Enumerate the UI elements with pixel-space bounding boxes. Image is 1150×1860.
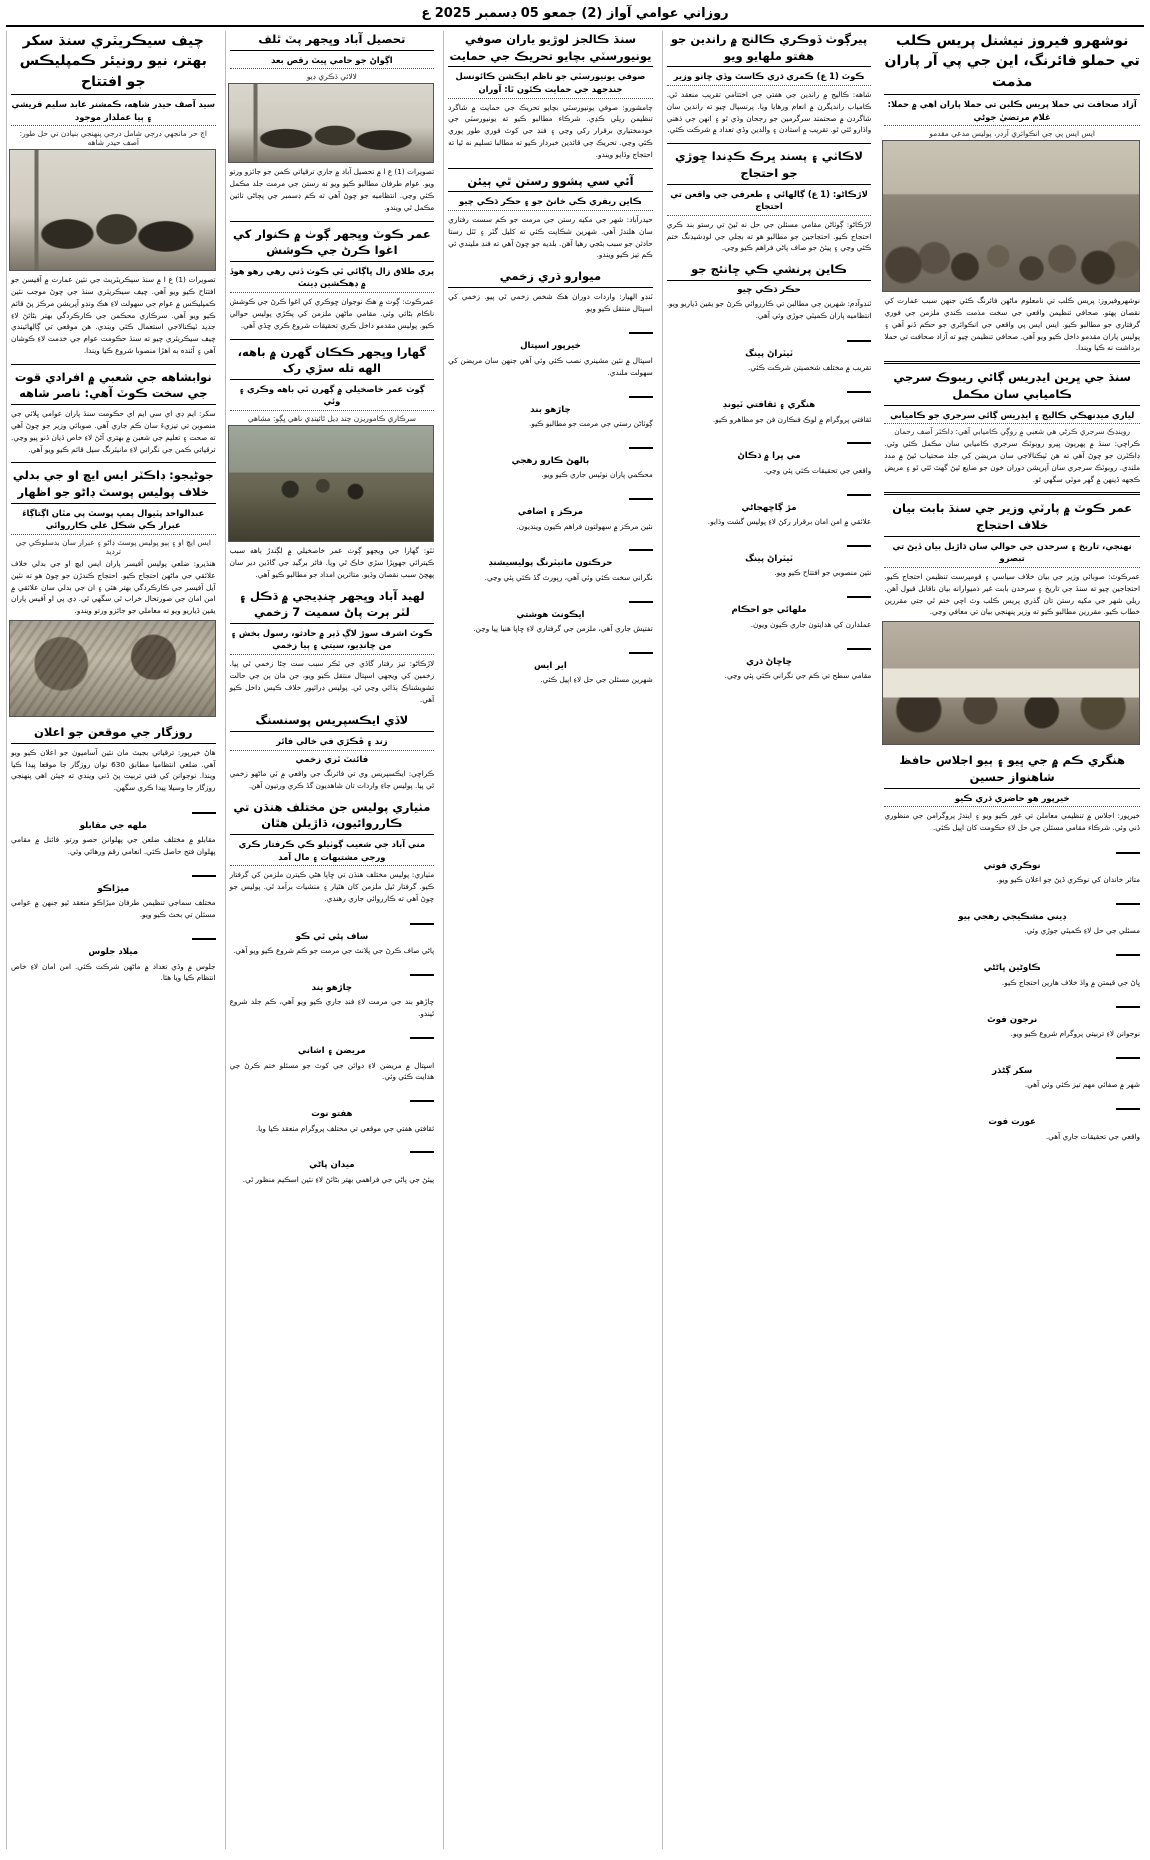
article-larkana-protest xyxy=(667,148,872,254)
brief-tag xyxy=(629,652,653,654)
divider xyxy=(11,462,216,463)
divider xyxy=(230,339,435,340)
masthead xyxy=(6,4,1144,27)
brief-headline: ساف پئي ٿي ڪو xyxy=(295,931,369,942)
brief-body: مسئلي جي حل لاءِ ڪميٽي جوڙي وئي. xyxy=(1024,926,1141,936)
brief-headline: هنگري ۽ ثقافتي ٽيونڊ xyxy=(722,400,816,411)
brief-headline: هفتو نوت xyxy=(311,1109,353,1120)
brief-item xyxy=(884,995,1140,1040)
brief-tag xyxy=(410,1151,434,1153)
brief-body: ڀاڻ جي قيمتن ۾ واڌ خلاف هارين احتجاج ڪيو. xyxy=(1001,977,1141,987)
brief-body: ڳوٺاڻن رستي جي مرمت جو مطالبو ڪيو. xyxy=(528,418,653,428)
article-headline: نوابشاهه جي شعبي ۾ افرادي قوت جي سخت ڪوٽ آهي: ناصر شاهه xyxy=(11,369,216,405)
photo-office-inauguration xyxy=(9,149,216,271)
article-road-accident xyxy=(230,588,435,706)
article-headline: گهارا وڀجهر ڪڪان گهرن ۾ باهه، الهه تله سڙي رک xyxy=(230,344,435,380)
brief-headline: مرڪز ۽ اضافي xyxy=(517,507,583,518)
brief-item xyxy=(230,912,435,957)
brief-body: شهر ۾ صفائي مهم تيز ڪئي وئي آهي. xyxy=(1024,1080,1141,1090)
article-body: تصويرات (1) ع ا ۾ سنڌ سيڪريٽريٽ جي نئين عمارت ۾ آفيسن جو افتتاح ڪيو ويو آهي. چيف سيڪريٽري سنڌ جي چوڻ موجب نئين ڪمپليڪس ۾ عوام جي سهولت لاءِ هڪ ونڊو آپريشن مرڪز پڻ قائم ڪيو ويو آهي. سرڪاري محڪمن جي ڪارڪردگي بهتر بڻائڻ لاءِ جديد ٽيڪنالاجي استعمال ڪئي ويندي. هن موقعي تي ڳالهائيندي چيف سيڪريٽري چيو ته سنڌ حڪومت عوام جي خدمت لاءِ ڪوشان آهي ۽ آئنده به اهڙا منصوبا شروع ڪيا ويندا. xyxy=(11,275,216,355)
divider xyxy=(230,221,435,222)
brief-item xyxy=(667,329,872,374)
brief-tag xyxy=(410,1037,434,1039)
brief-body: متاثر خاندان کي نوڪري ڏيڻ جو اعلان ڪيو ويو. xyxy=(996,875,1141,885)
divider xyxy=(884,492,1140,495)
article-press-club-attack xyxy=(884,31,1140,354)
photo-tehsil-visit xyxy=(228,83,435,163)
article-ghara-fire xyxy=(230,344,435,581)
brief-item xyxy=(448,436,653,481)
article-subhead: لياري ميدنهڪي ڪاليج ۽ ايڊريس ڳائي سرجري جو ڪاميابي xyxy=(884,409,1140,425)
article-meeting-hafiz xyxy=(884,752,1140,834)
divider xyxy=(667,143,872,144)
article-byline: اڄ حر مانجهي درجي شامل درجي پنهنجي بنيادن تي حل طور: آصف حيدر شاهه xyxy=(19,129,207,148)
article-body: لاڙڪاڻو: تيز رفتار گاڏي جي ٽڪر سبب ست ڄڻا زخمي ٿي پيا. زخمين کي ويجهي اسپتال منتقل ڪيو ويو، جن مان ٻن جي حالت تشويشناڪ ٻڌائي وڃي ٿي. پوليس ڊرائيور خلاف ڪيس داخل ڪيو آهي. xyxy=(229,659,435,704)
brief-headline: ڇاڇاڻ ڌري xyxy=(746,656,792,667)
brief-item xyxy=(448,590,653,635)
brief-tag xyxy=(410,974,434,976)
brief-headline: ميدان پاڻي xyxy=(309,1160,355,1171)
brief-tag xyxy=(629,332,653,334)
article-body: خيرپور: اجلاس ۾ تنظيمي معاملن تي غور ڪيو ويو ۽ ايندڙ پروگرامن جي منظوري ڏني وئي. شرڪاء مقامي مسئلن جي حل لاءِ حڪومت کان اپيل ڪئي. xyxy=(884,811,1141,832)
brief-item xyxy=(11,927,216,984)
brief-tag xyxy=(629,549,653,551)
brief-headline: مريضن ۽ اشاني xyxy=(298,1046,366,1057)
brief-body: تقريب ۾ مختلف شخصيتن شرڪت ڪئي. xyxy=(748,363,872,373)
brief-item xyxy=(667,637,872,682)
brief-body: نگراني سخت ڪئي وئي آهي، رپورٽ گڏ ڪئي پئي وڃي. xyxy=(484,572,653,582)
article-subhead: خيرپور هو حاضري ڌري ڪيو xyxy=(884,792,1140,808)
brief-tag xyxy=(1116,1108,1140,1110)
photo-rubble xyxy=(9,620,216,717)
brief-item xyxy=(448,641,653,686)
article-body: ٽنڊوآدم: شهرين جي مطالبن تي ڪارروائي ڪرڻ جو يقين ڏياريو ويو. انتظاميه پاران ڪميٽي جوڙي وئي آهي. xyxy=(666,299,872,321)
brief-item xyxy=(230,963,435,1020)
brief-item xyxy=(230,1140,435,1185)
brief-headline: ٻالهڻ ڪارو رهجي xyxy=(511,455,590,466)
article-body: سکر: ايم ڊي اي سي ايم اي حڪومت سنڌ پاران عوامي ڀلائي جي منصوبن تي تيزيءَ سان ڪم جاري آهي. صوبائي وزير جو چوڻ آهي ته صحت ۽ تعليم جي شعبن ۾ بهتري آڻڻ لاءِ خاص ڌيان ڏنو پيو وڃي. ترقياتي ڪمن جي نگراني لاءِ مانيٽرنگ سيل قائم ڪيو ويو آهي. xyxy=(11,409,216,454)
article-body: تصويرات (1) ع ا ۾ تحصيل آباد ۾ جاري ترقياتي ڪمن جو جائزو ورتو ويو. عوام طرفان مطالبو ڪيو ويو ته رستن جي مرمت جلد مڪمل ڪئي وڃي. انتظاميه جو چوڻ آهي ته ڪم ڊسمبر جي پڄاڻي تائين مڪمل ٿي ويندو. xyxy=(229,167,435,212)
article-subhead: مني آباد جي شعيب ڳوٺيلو ڪي ڪرفتار ڪري ورجي مشتبهات ۽ مال آمد xyxy=(230,838,435,866)
brief-item xyxy=(667,431,872,476)
brief-item xyxy=(884,892,1140,937)
brief-body: واقعي جي تحقيقات ڪئي پئي وڃي. xyxy=(763,465,872,475)
article-headline: جوڻيجو: ڊاڪٽر ايس ايڇ او جي بدلي خلاف پوليس پوسٽ ڊاڻو جو اظهار xyxy=(11,467,216,503)
brief-tag xyxy=(1116,954,1140,956)
article-subhead: پري طلاق زال ڀاڳائي ٿي ڪوٺ ڏني رهي رهو هوڏ ۾ ڊهڪشين ڊينٽ xyxy=(230,265,435,293)
article-kicker: فائنٽ ٿري زخمي xyxy=(295,754,369,765)
article-body: ٺٽو: گهارا جي ويجهو ڳوٺ عمر خاصخيلي ۾ لڳندڙ باهه سبب ڪيترائي جهوپڙا سڙي خاڪ ٿي ويا. فائر برگيڊ جي گاڏين دير سان پهچڻ سبب نقصان وڌيو. متاثرين امداد جو مطالبو ڪيو آهي. xyxy=(229,546,435,579)
brief-body: علائقي ۾ امن امان برقرار رکڻ لاءِ پوليس گشت وڌايو. xyxy=(707,517,872,527)
masthead-title: روزاني عوامي آواز (2) جمعو 05 ڊسمبر 2025 ع xyxy=(421,6,729,21)
brief-item xyxy=(448,487,653,532)
brief-tag xyxy=(192,812,216,814)
brief-headline: مڙ ڳاڇهجاڻي xyxy=(741,502,797,513)
brief-body: نئين منصوبي جو افتتاح ڪيو ويو. xyxy=(774,568,872,578)
brief-body: اسپتال ۾ مريضن لاءِ دوائن جي کوٽ جو مسئلو ختم ڪرڻ جي هدايت ڪئي وئي. xyxy=(229,1060,435,1082)
article-subhead: ڪاين ريفري ڪي خانڻ جو ۽ حڪر ڌڪي چيو xyxy=(448,195,653,211)
article-headline: ميوارو ڌري زخمي xyxy=(448,268,653,288)
brief-headline: ٽيٽراڻ پينگ xyxy=(745,554,793,565)
brief-tag xyxy=(1116,852,1140,854)
brief-tag xyxy=(629,498,653,500)
article-body: حيدرآباد: شهر جي مکيه رستن جي مرمت جو ڪم سست رفتاري سان هلندڙ آهي. شهرين شڪايت ڪئي ته کليل گٽر ۽ ٽٽل رستا حادثن جو سبب بڻجي رهيا آهن. بلديه جو چوڻ آهي ته فنڊ مليندي ئي ڪم تيز ڪيو ويندو. xyxy=(448,214,653,260)
article-byline: سرڪاري ڪاموريزن چند ڊيل ٿائينڊي ناهي ڀڳو: مشاهي xyxy=(247,414,416,424)
brief-tag xyxy=(847,596,871,598)
article-tehsil-abad xyxy=(230,31,435,214)
brief-headline: ٽيٽراڻ پينگ xyxy=(745,348,793,359)
article-subhead: آزاد صحافت تي حملا پريس ڪلبن تي حملا پاران اهي ۾ حملا: غلام مرتضيٰ جوڻي xyxy=(884,98,1140,126)
article-byline: لالائي ڌڪري ڊيو xyxy=(306,72,357,82)
article-headline: آئي سي پشوو رستن ٿي ٻيئن xyxy=(448,173,653,193)
brief-headline: خيرپور اسپتال xyxy=(520,341,581,352)
brief-headline: نوڪري فوتي xyxy=(983,860,1041,871)
brief-headline: ڪاوڻين ڀاڻڻي xyxy=(983,963,1041,974)
article-body: هنڌيرو: ضلعي پوليس آفيسر پاران ايس ايڇ او جي بدلي خلاف علائقي جي ماڻهن احتجاج ڪيو. احتجاج ڪندڙن جو چوڻ هو ته نئين آيل آفيسر جي ڪارڪردگي بهتر هئي ۽ ان جي بدلي سان علائقي ۾ امن امان جي صورتحال خراب ٿي سگهي ٿي. ڊي پي او آفيس پاران يقين ڏياريو ويو ته معاملي جو جائزو ورتو ويندو. xyxy=(11,558,216,616)
article-body: ڪراچي: سنڌ ۾ پهريون ڀيرو روبوٽڪ سرجري ڪاميابي سان مڪمل ڪئي وئي. ڊاڪٽرن جو چوڻ آهي ته هن ٽيڪنالاجي سان مريضن کي جلد صحتياب ٿيڻ ۾ مدد ملندي. روبوٽڪ سرجري سان آپريشن دوران خون جو ضايع ٿيڻ گهٽ ٿئي ٿو ۽ مريض ڪجهه ڏينهن ۾ گهر موٽي سگهي ٿو. xyxy=(884,439,1141,484)
brief-body: اسپتال ۾ نئين مشينري نصب ڪئي وئي آهي جنهن سان مريضن کي سهولت ملندي. xyxy=(448,355,653,377)
brief-body: پيئڻ جي پاڻي جي فراهمي بهتر بڻائڻ لاءِ نئين اسڪيم منظور ٿي. xyxy=(242,1174,435,1184)
article-byline: ايس ايڇ او ۽ ٻيو پوليس پوسٽ ڊاڻو ۽ عبرار سان بدسلوڪي جي ترديد xyxy=(15,537,211,556)
article-headline: مٺياري پوليس جن مختلف هنڌن تي ڪارروائيون، ڌاڙيلن هٿان xyxy=(230,799,435,835)
article-subhead: صوفي يونيورسٽي جو ناظم ايڪشن ڪائونسل جندجهد جي حمايت ڪئون ٿا: آوران xyxy=(448,70,653,98)
brief-tag xyxy=(629,396,653,398)
article-robotic-surgery xyxy=(884,369,1140,485)
brief-body: نئين مرڪز ۾ سهولتون فراهم ڪيون وينديون. xyxy=(516,521,653,531)
brief-headline: عورت فوت xyxy=(988,1117,1036,1128)
brief-headline: ملهائي جو احڪام xyxy=(731,605,807,616)
article-byline: روينڊڪ سرجري ڪرڻي هي شعبي ۾ روڳي ڪاميابي آهي: ڊاڪٽر آصف رحمان xyxy=(894,427,1131,437)
brief-headline: مي ڀرا ۾ ڌڪاڻ xyxy=(737,451,801,462)
brief-body: چاڙهو بند جي مرمت لاءِ فنڊ جاري ڪيو ويو آهي، ڪم جلد شروع ٿيندو. xyxy=(229,997,435,1019)
brief-body: مختلف سماجي تنظيمن طرفان ميڙاڪو منعقد ٿيو جنهن ۾ عوامي مسئلن تي بحث ڪيو ويو. xyxy=(11,898,216,920)
article-nawabshah-workforce xyxy=(11,369,216,456)
article-subhead: زند ۽ ڦڪڙي في خالي فائر xyxy=(230,735,435,751)
column-5 xyxy=(880,31,1144,1849)
article-headline: سنڌ ڪالجز لوڙيو ياران صوفي يونيورسٽي بچايو تحريڪ جي حمايت xyxy=(448,31,653,67)
article-matiari-police xyxy=(230,799,435,905)
article-headline: چيف سيڪريٽري سنڌ سکر بهتر، نيو رونيئر ڪمپليڪس جو افتتاح xyxy=(11,31,216,95)
column-1 xyxy=(6,31,220,1849)
brief-item xyxy=(11,864,216,921)
article-headline: پيرڳوٺ ڏوڪري ڪالنج ۾ راندين جو هفتو ملهايو ويو xyxy=(667,31,872,67)
divider xyxy=(448,168,653,169)
article-byline: ايس ايس پي جي انڪوائري آرڊر، پوليس مدعي مقدمو xyxy=(929,129,1095,139)
brief-tag xyxy=(629,447,653,449)
brief-headline: نرجون فوٿ xyxy=(987,1014,1038,1025)
article-person-injured xyxy=(448,268,653,314)
brief-tag xyxy=(847,648,871,650)
article-headline: تحصيل آباد وڀجهر پٽ ٿلف xyxy=(230,31,435,51)
article-headline: سنڌ جي ڀرين ايڊريس ڳائي ريبوڪ سرجي ڪاميابي سان مڪمل xyxy=(884,369,1140,405)
brief-item xyxy=(448,538,653,583)
article-headline: عمر ڪوٽ وڀجهر ڳوٺ ۾ ڪنوار کي اغوا ڪرڻ جي ڪوشش xyxy=(230,226,435,262)
article-headline: نوشهرو فيروز نيشنل پريس ڪلب تي حملو فائرنگ، اين جي پي آر پاران مذمت xyxy=(884,31,1140,95)
article-body: مٺياري: پوليس مختلف هنڌن تي ڇاپا هڻي ڪيترن ملزمن کي گرفتار ڪيو. گرفتار ٿيل ملزمن کان هٿيار ۽ منشيات برآمد ٿي. پوليس جو چوڻ آهي ته ڪارروائي جاري رهندي. xyxy=(229,870,435,903)
photo-burnt-village xyxy=(228,425,435,542)
brief-body: پاڻي صاف ڪرڻ جي پلانٽ جي مرمت جو ڪم شروع ڪيو ويو آهي. xyxy=(233,946,435,956)
brief-body: محڪمي پاران نوٽيس جاري ڪيو ويو. xyxy=(541,470,653,480)
photo-banner-protest xyxy=(882,621,1140,745)
brief-body: تفتيش جاري آهي، ملزمن جي گرفتاري لاءِ ڇاپا هنيا پيا وڃن. xyxy=(473,624,653,634)
brief-item xyxy=(667,534,872,579)
brief-headline: چاڙهو بند xyxy=(530,404,571,415)
brief-tag xyxy=(410,1100,434,1102)
article-body: نوشهروفيروز: پريس ڪلب تي نامعلوم ماڻهن فائرنگ ڪئي جنهن سبب عمارت کي نقصان پهتو. صحافي تنظيمن واقعي جي سخت مذمت ڪندي ملزمن جي فوري گرفتاري جو مطالبو ڪيو. ايس ايس پي واقعي جي انڪوائري جو حڪم ڏنو آهي ۽ پوليس پاران مقدمو داخل ڪيو ويو آهي. صحافي تنظيمن چيو ته آزاد صحافت تي حملا برداشت نه ڪيا ويندا. xyxy=(884,296,1141,353)
column-3 xyxy=(443,31,657,1849)
article-subhead: ڪوٽ (1 ع) ڪمري ڌري ڪاسٽ وڏي ڇانو وزير xyxy=(667,70,872,86)
brief-body: جلوس ۾ وڏي تعداد ۾ ماڻهن شرڪت ڪئي. امن امان لاءِ خاص انتظام ڪيا ويا هئا. xyxy=(11,961,216,983)
article-sho-transfer-protest xyxy=(11,467,216,717)
brief-headline: سکر ڳڻڌر xyxy=(992,1065,1033,1076)
article-subhead: ڳوٺ عمر خاصخيلي ۾ ڳهرن ٿي باهه وڪري ۽ وئي xyxy=(230,383,435,411)
article-cs-sindh xyxy=(11,31,216,357)
article-body: شاهه: ڪاليج ۾ راندين جي هفتي جي اختتامي تقريب منعقد ٿي. ڪامياب رانديگرن ۾ انعام ورهايا ويا. پرنسپال چيو ته راندين سان شاگردن ۾ صحتمند سرگرمين جو رجحان وڌي ٿو ۽ انهن جي ذهني واڌارو ٿئي ٿو. تقريب ۾ استادن ۽ والدين وڏي تعداد ۾ شرڪت ڪئي. xyxy=(666,89,872,135)
brief-headline: حرڪتون مانيٽرنگ پوليسيشنڊ xyxy=(488,558,613,569)
brief-headline: ايڪونٽ هوشتي xyxy=(516,609,585,620)
brief-item xyxy=(230,1026,435,1083)
article-subhead: اڳواڻ جو حامي ڀيٽ رقص بعد xyxy=(230,54,435,70)
article-jobs-announcement xyxy=(11,724,216,794)
article-body: لاڙڪاڻو: ڳوٺاڻن مقامي مسئلن جي حل نه ٿيڻ تي رستو بند ڪري احتجاج ڪيو. احتجاجين جو مطالبو هو ته بجلي جي لوڊشيڊنگ ختم ڪئي وڃي ۽ پيئڻ جو صاف پاڻي فراهم ڪيو وڃي. xyxy=(666,219,872,253)
brief-body: واقعي جي تحقيقات جاري آهي. xyxy=(1045,1131,1141,1141)
brief-headline: ميلاد جلوس xyxy=(88,947,139,958)
article-roads-repair xyxy=(448,173,653,262)
brief-body: ثقافتي هفتي جي موقعي تي مختلف پروگرام منعقد ڪيا ويا. xyxy=(255,1123,435,1133)
article-umerkot-abduction xyxy=(230,226,435,332)
column-2 xyxy=(225,31,439,1849)
article-kicker: حڪر ڌڪي ڇيو xyxy=(737,284,801,295)
brief-tag xyxy=(1116,1006,1140,1008)
article-body: ڪراچي: ايڪسپريس وي تي فائرنگ جي واقعي ۾ ٽي ماڻهو زخمي ٿي پيا. پوليس جاءِ واردات تان شاهديون گڏ ڪري ورتيون آهن. xyxy=(229,769,435,790)
article-college-sports-week xyxy=(667,31,872,136)
brief-body: مقامي سطح تي ڪم جي نگراني ڪئي پئي وڃي. xyxy=(724,671,872,680)
brief-tag xyxy=(410,923,434,925)
article-body: عمرڪوٽ: صوبائي وزير جي بيان خلاف سياسي ۽ قومپرست تنظيمن احتجاج ڪيو. احتجاجين چيو ته سنڌ جي تاريخ ۽ سرحدن بابت غير ذميوارانه بيان ناقابل قبول آهن. ريلي شهر جي مکيه رستن تان گذري پريس ڪلب وٽ اچي ختم ٿي جتي مقررين خطاب ڪيو. مقررين مطالبو ڪيو ته وزير پنهنجي بيان تي معافي وڃي. xyxy=(884,571,1141,617)
photo-press-club-protest xyxy=(882,140,1140,292)
brief-tag xyxy=(1116,903,1140,905)
article-body: هاڻ خيرپور: ترقياتي بجيٽ مان نئين آساميون جو اعلان ڪيو ويو آهي. ضلعي انتظاميا مطابق 630 نوان روزگار جا موقعا پيدا ڪيا ويندا. نوجوانن کي فني تربيت پڻ ڏني ويندي ته جيئن اهي پنهنجي روزگار جا وسيلا پيدا ڪري سگهن. xyxy=(11,747,216,793)
brief-item xyxy=(884,1097,1140,1142)
brief-tag xyxy=(847,391,871,393)
article-body: ڄامشورو: صوفي يونيورسٽي بچايو تحريڪ جي حمايت ۾ شاگرد تنظيمن ريلي ڪڍي. شرڪاء مطالبو ڪيو ته يونيورسٽي جي خودمختياري برقرار رکي وڃي ۽ فنڊ جي کوٽ فوري طور پوري ڪئي وڃي. تحريڪ جي قائدين خبردار ڪيو ته مطالبا تسليم نه ٿيا ته احتجاج وڌايو ويندو. xyxy=(448,102,653,159)
article-subhead: سيد آصف حيدر شاهه، ڪمشنر عابد سليم قريشي ۽ ٻيا عملدار موجود xyxy=(11,98,216,126)
brief-item xyxy=(448,385,653,430)
brief-tag xyxy=(847,442,871,444)
brief-body: نوجوانن لاءِ تربيتي پروگرام شروع ڪيو ويو. xyxy=(1010,1029,1141,1039)
brief-item xyxy=(448,321,653,378)
brief-item xyxy=(667,380,872,425)
brief-tag xyxy=(629,601,653,603)
article-headline: روزگار جي موقعن جو اعلان xyxy=(11,724,216,744)
brief-tag xyxy=(192,875,216,877)
article-subhead: نهنجي، تاريخ ۽ سرحدن جي حوالي سان ڌاڙيل بيان ڏيڻ تي تبصرو xyxy=(884,540,1140,568)
brief-body: مقابلو ۾ مختلف ضلعن جي پهلوانن حصو ورتو. فائنل ۾ مقامي پهلوان فتح حاصل ڪئي. انعامي رقم ورهائي وئي. xyxy=(11,835,216,857)
divider xyxy=(884,361,1140,364)
brief-item xyxy=(667,483,872,528)
brief-tag xyxy=(192,938,216,940)
article-headline: لهيد آباد وڀجهر چنڊيجي ۾ ڌڪل ۽ لٽر ٻرت پاڻ سميت 7 زخمي xyxy=(230,588,435,624)
brief-headline: ملهه جي مقابلو xyxy=(79,820,148,831)
article-headline: لاڪاٺي ۽ پسند ڀرڪ ڪڍندا ڇوڙي جو احتجاج xyxy=(667,148,872,184)
brief-tag xyxy=(847,494,871,496)
brief-item xyxy=(11,801,216,858)
brief-headline: ڊيني مشڪيجي رهجي ٻيو xyxy=(958,912,1067,923)
brief-body: ثقافتي پروگرام ۾ لوڪ فنڪارن فن جو مظاهرو ڪيو. xyxy=(712,414,872,424)
brief-body: عملدارن کي هدايتون جاري ڪيون ويون. xyxy=(750,619,872,629)
brief-body: شهرين مسئلن جي حل لاءِ اپيل ڪئي. xyxy=(540,675,653,685)
divider xyxy=(11,364,216,365)
brief-item xyxy=(884,943,1140,988)
brief-item xyxy=(884,841,1140,886)
brief-tag xyxy=(1116,1057,1140,1059)
brief-item xyxy=(230,1089,435,1134)
article-umerkot-minister-protest xyxy=(884,500,1140,745)
brief-headline: چاڙهو بند xyxy=(311,982,353,993)
article-express-firing xyxy=(230,712,435,791)
article-subhead: لاڙڪاڻو: (1 ع) ڳالهائي ۽ طعرفي جي واقعن تي احتجاج xyxy=(667,188,872,216)
article-headline: ڪاين پرنشي ڪي ڇانئج جو xyxy=(667,261,872,281)
article-subhead: عبدالواحد پٽيوال پمپ پوسٽ پي مٿان اڳتاڳاءَ عبرار ڪي شڪل علي ڪارروائي xyxy=(11,507,216,535)
article-local-demands xyxy=(667,261,872,322)
brief-headline: ميڙاڪو xyxy=(97,884,130,895)
article-headline: هنگري ڪم ۾ جي ڀيو ۽ ٻيو اجلاس حافظ شاهنواز حسين xyxy=(884,752,1140,788)
brief-headline: اير ايس xyxy=(534,660,567,671)
article-headline: عمر ڪوٽ ۾ پارٽي وزير جي سنڌ بابت بيان خلاف احتجاج xyxy=(884,500,1140,536)
article-headline: لاڏي ايڪسپريس پوسنسنگ xyxy=(230,712,435,732)
page-grid xyxy=(6,31,1144,1849)
article-body: ٽنڊو الهيار: واردات دوران هڪ شخص زخمي ٿي پيو. زخمي کي اسپتال منتقل ڪيو ويو. xyxy=(448,291,653,313)
article-subhead: ڪوٽ اشرف سوڙ لاڳ ڏٻر ۾ حادثو، رسول بخش ۽ من چانڊيو، سيتي ۽ ٻيا زخمي xyxy=(230,627,435,655)
column-4 xyxy=(662,31,876,1849)
brief-tag xyxy=(847,545,871,547)
brief-tag xyxy=(847,340,871,342)
brief-item xyxy=(884,1046,1140,1091)
article-body: عمرڪوٽ: ڳوٺ ۾ هڪ نوجوان ڇوڪري کي اغوا ڪرڻ جي ڪوشش ناڪام بڻائي وئي. مقامي ماڻهن ملزمن کي پڪڙي پوليس حوالي ڪيو. پوليس مقدمو داخل ڪري تحقيقات شروع ڪري ڇڏي آهي. xyxy=(229,297,435,330)
brief-item xyxy=(667,585,872,630)
article-save-sufi-university xyxy=(448,31,653,161)
